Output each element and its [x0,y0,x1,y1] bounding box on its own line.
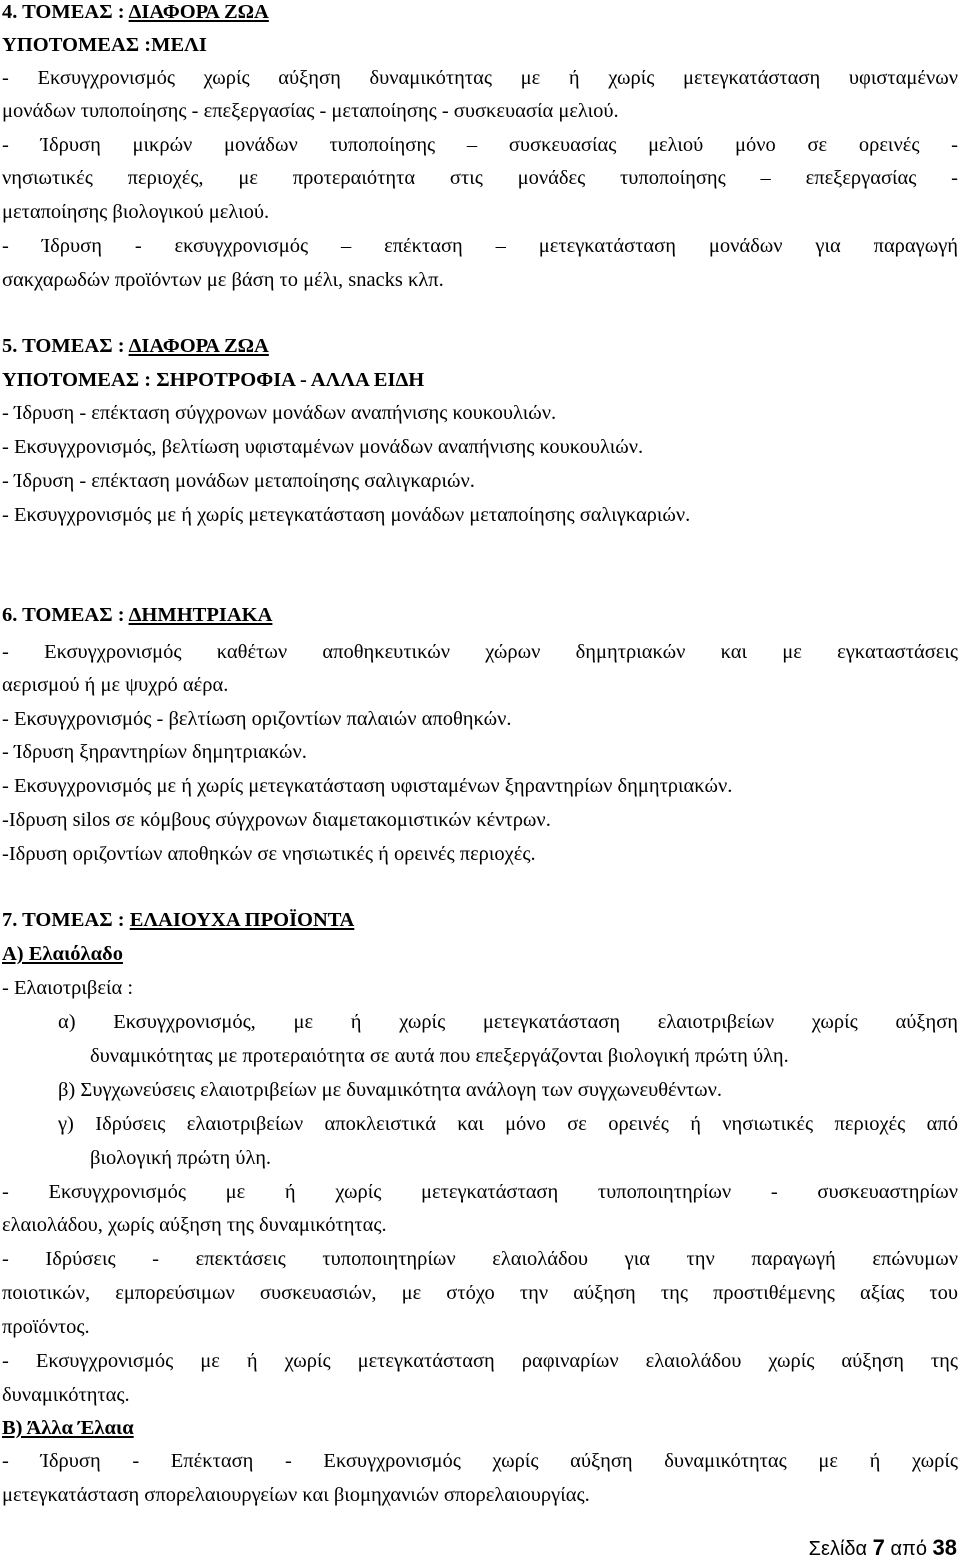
section-7-heading [2,908,354,932]
footer-mid: από [884,1538,933,1560]
section-4-line: μεταποίησης βιολογικού μελιού. [2,201,270,223]
section-7-line: ελαιολάδου, χωρίς αύξηση της δυναμικότητας. [2,1214,387,1236]
section-6-line: -Ιδρυση silos σε κόμβους σύγχρονων διαμετακομιστικών κέντρων. [2,809,551,831]
section-6-prefix: ΤΟΜΕΑΣ : [17,604,129,626]
section-5-name: ΔΙΑΦΟΡΑ ΖΩΑ [128,335,269,357]
footer-prefix: Σελίδα [808,1538,873,1560]
section-4-line: νησιωτικές περιοχές, με προτεραιότητα στις μονάδες τυποποίησης – επεξεργασίας - [2,167,958,189]
section-4-name: ΔΙΑΦΟΡΑ ΖΩΑ [128,1,269,23]
section-6-name: ΔΗΜΗΤΡΙΑΚΑ [128,604,273,626]
section-7-line: - Εκσυγχρονισμός με ή χωρίς μετεγκατάσταση τυποποιητηρίων - συσκευαστηρίων [2,1181,958,1203]
section-5-prefix: ΤΟΜΕΑΣ : [17,335,129,357]
item-gamma: γ) Ιδρύσεις ελαιοτριβείων αποκλειστικά και μόνο σε ορεινές ή νησιωτικές περιοχές από [58,1113,958,1135]
section-5-line: - Εκσυγχρονισμός με ή χωρίς μετεγκατάσταση μονάδων μεταποίησης σαλιγκαριών. [2,504,691,526]
section-5-line: - Εκσυγχρονισμός, βελτίωση υφισταμένων μονάδων αναπήνισης κουκουλιών. [2,436,644,458]
section-6-number: 6. [2,604,18,626]
section-7-line: δυναμικότητας. [2,1384,130,1406]
section-4-number: 4. [2,1,18,23]
item-beta: β) Συγχωνεύσεις ελαιοτριβείων με δυναμικότητα ανάλογη των συγχωνευθέντων. [58,1079,723,1101]
section-6-line: -Ιδρυση οριζοντίων αποθηκών σε νησιωτικές ή ορεινές περιοχές. [2,843,536,865]
section-5-subheading: ΥΠΟΤΟΜΕΑΣ : ΣΗΡΟΤΡΟΦΙΑ - ΑΛΛΑ ΕΙΔΗ [2,369,425,391]
section-6-heading [2,603,272,627]
section-4-subheading: ΥΠΟΤΟΜΕΑΣ :ΜΕΛΙ [2,34,207,56]
section-6-line: αερισμού ή με ψυχρό αέρα. [2,674,229,696]
section-7-subheading-b: Β) Άλλα Έλαια [2,1417,134,1439]
section-7-name: ΕΛΑΙΟΥΧΑ ΠΡΟΪΟΝΤΑ [129,909,355,931]
section-7-line: προϊόντος. [2,1316,90,1338]
section-4-line: μονάδων τυποποίησης - επεξεργασίας - μεταποίησης - συσκευασία μελιού. [2,100,619,122]
section-5-line: - Ίδρυση - επέκταση σύγχρονων μονάδων αναπήνισης κουκουλιών. [2,402,557,424]
section-5-number: 5. [2,335,18,357]
item-gamma-cont: βιολογική πρώτη ύλη. [90,1147,272,1169]
section-7b-line: - Ίδρυση - Επέκταση - Εκσυγχρονισμός χωρίς αύξηση δυναμικότητας με ή χωρίς [2,1450,958,1472]
section-7-line: ποιοτικών, εμπορεύσιμων συσκευασιών, με στόχο την αύξηση της προστιθέμενης αξίας του [2,1282,958,1304]
section-6-line: - Εκσυγχρονισμός με ή χωρίς μετεγκατάσταση υφισταμένων ξηραντηρίων δημητριακών. [2,775,733,797]
section-6-line: - Εκσυγχρονισμός καθέτων αποθηκευτικών χώρων δημητριακών και με εγκαταστάσεις [2,641,958,663]
section-5-line: - Ίδρυση - επέκταση μονάδων μεταποίησης σαλιγκαριών. [2,470,475,492]
section-4-prefix: ΤΟΜΕΑΣ : [17,1,129,23]
section-4-heading [2,0,269,24]
section-7-line: - Εκσυγχρονισμός με ή χωρίς μετεγκατάσταση ραφιναρίων ελαιολάδου χωρίς αύξηση της [2,1350,958,1372]
footer-total-pages: 38 [932,1535,957,1560]
item-alpha-cont: δυναμικότητας με προτεραιότητα σε αυτά που επεξεργάζονται βιολογική πρώτη ύλη. [90,1045,789,1067]
section-6-line: - Ίδρυση ξηραντηρίων δημητριακών. [2,741,307,763]
section-7-subheading-a: Α) Ελαιόλαδο [2,943,123,965]
section-7-line: - Ιδρύσεις - επεκτάσεις τυποποιητηρίων ελαιολάδου για την παραγωγή επώνυμων [2,1248,958,1270]
item-alpha: α) Εκσυγχρονισμός, με ή χωρίς μετεγκατάσταση ελαιοτριβείων χωρίς αύξηση [58,1011,958,1033]
section-7-prefix: ΤΟΜΕΑΣ : [17,909,130,931]
section-4-line: - Ίδρυση - εκσυγχρονισμός – επέκταση – μετεγκατάσταση μονάδων για παραγωγή [2,235,958,257]
section-4-line: - Ίδρυση μικρών μονάδων τυποποίησης – συσκευασίας μελιού μόνο σε ορεινές - [2,134,958,156]
section-7b-line: μετεγκατάσταση σπορελαιουργείων και βιομηχανιών σπορελαιουργίας. [2,1484,590,1506]
section-6-line: - Εκσυγχρονισμός - βελτίωση οριζοντίων παλαιών αποθηκών. [2,708,512,730]
section-7-number: 7. [2,909,18,931]
oil-mills-label: - Ελαιοτριβεία : [2,977,134,999]
section-4-line: - Εκσυγχρονισμός χωρίς αύξηση δυναμικότητας με ή χωρίς μετεγκατάσταση υφισταμένων [2,67,958,89]
page-footer [809,1537,957,1560]
section-4-line: σακχαρωδών προϊόντων με βάση το μέλι, snacks κλπ. [2,269,444,291]
footer-page-number: 7 [872,1535,885,1560]
section-5-heading [2,334,269,358]
